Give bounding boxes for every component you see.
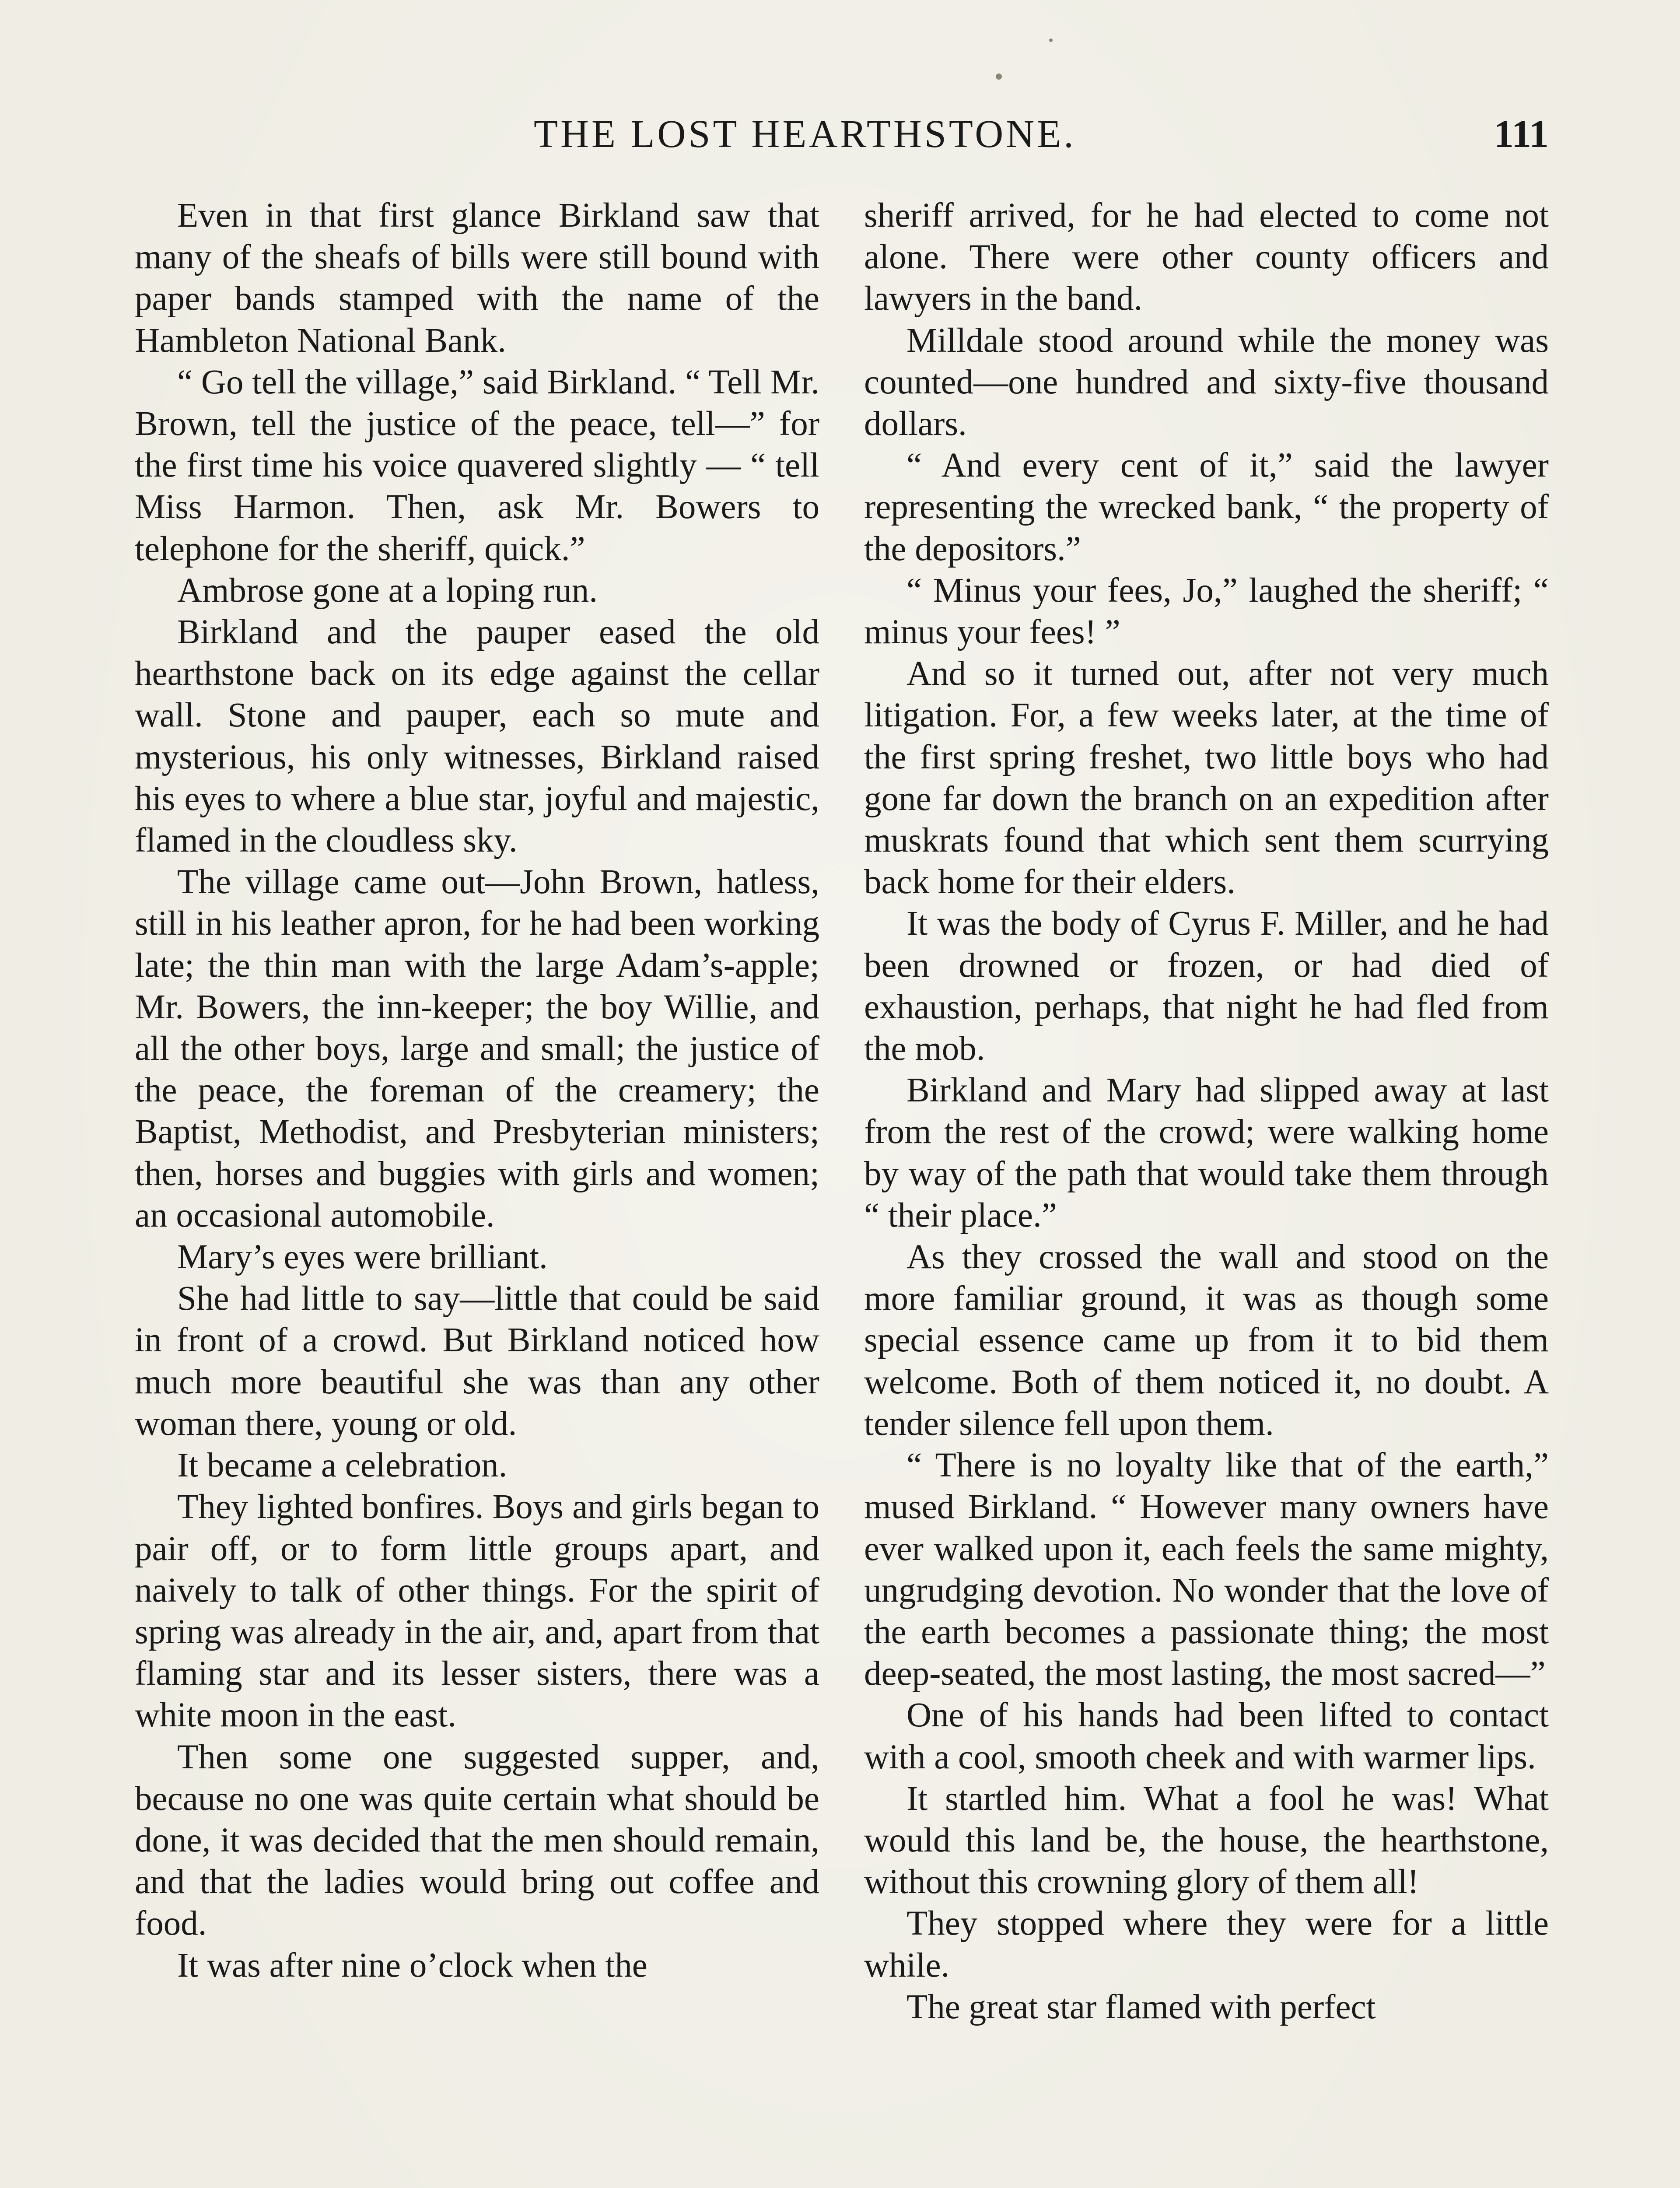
- paragraph: The great star flamed with perfect: [906, 1988, 1376, 2026]
- page-number: 111: [1494, 112, 1549, 156]
- paragraph: And so it turned out, after not very much litigation. For, a few weeks later, at the time of the first spring freshet, two little boys who had gone far down the branch on an expedition after muskrats found that which sent them scurrying back home for their elders.: [864, 655, 1549, 901]
- paragraph: Ambrose gone at a loping run.: [177, 571, 598, 610]
- paragraph: She had little to say—little that could be said in front of a crowd. But Birkland noticed how much more beautiful she was than any other woman there, young or old.: [135, 1280, 819, 1443]
- paragraph: Then some one suggested supper, and, because no one was quite certain what should be done, it was decided that the men should remain, and that the ladies would bring out coffee and food.: [135, 1738, 819, 1943]
- paragraph: “ There is no loyalty like that of the earth,” mused Birkland. “ However many owners have ever walked upon it, each feels the same mighty, ungrudging devotion. No wonder that the love of the earth becomes a passionate thing; the most deep-seated, the most lasting, the most sacred—”: [864, 1446, 1549, 1693]
- paragraph: As they crossed the wall and stood on the more familiar ground, it was as though some special essence came up from it to bid them welcome. Both of them noticed it, no doubt. A tender silence fell upon them.: [864, 1238, 1549, 1443]
- paragraph: They lighted bonfires. Boys and girls began to pair off, or to form little groups apart, and naively to talk of other things. For the spirit of spring was already in the air, and, apart from that flaming star and its lesser sisters, there was a white moon in the east.: [135, 1488, 819, 1735]
- paragraph: “ And every cent of it,” said the lawyer representing the wrecked bank, “ the property of the depositors.”: [864, 446, 1549, 568]
- right-column: [864, 195, 1549, 2028]
- paragraph: Milldale stood around while the money was counted—one hundred and sixty-five thousand dollars.: [864, 321, 1549, 443]
- paragraph: “ Go tell the village,” said Birkland. “ Tell Mr. Brown, tell the justice of the peace, tell—” for the first time his voice quavered slightly — “ tell Miss Harmon. Then, ask Mr. Bowers to telephone for the sheriff, quick.”: [135, 363, 819, 568]
- paper-speck: [996, 74, 1002, 80]
- paragraph: Birkland and the pauper eased the old hearthstone back on its edge against the cellar wall. Stone and pauper, each so mute and mysterious, his only witnesses, Birkland raised his eyes to where a blue star, joyful and majestic, flamed in the cloudless sky.: [135, 613, 819, 860]
- paragraph: It was after nine o’clock when the: [177, 1946, 648, 1985]
- paper-speck: [1049, 39, 1053, 42]
- paragraph: Mary’s eyes were brilliant.: [177, 1238, 548, 1276]
- paragraph: Even in that first glance Birkland saw that many of the sheafs of bills were still bound with paper bands stamped with the name of the Hambleton National Bank.: [135, 196, 819, 360]
- paragraph: It became a celebration.: [177, 1446, 508, 1485]
- paragraph-continued: sheriff arrived, for he had elected to come not alone. There were other county officers and lawyers in the band.: [864, 196, 1549, 318]
- paragraph: The village came out—John Brown, hatless, still in his leather apron, for he had been working late; the thin man with the large Adam’s-apple; Mr. Bowers, the inn-keeper; the boy Willie, and all the other boys, large and small; the justice of the peace, the foreman of the creamery; the Baptist, Methodist, and Presbyterian ministers; then, horses and buggies with girls and women; an occasional automobile.: [135, 863, 819, 1234]
- left-column: [135, 195, 819, 1986]
- paragraph: “ Minus your fees, Jo,” laughed the sheriff; “ minus your fees! ”: [864, 571, 1549, 652]
- running-head: [131, 112, 1549, 160]
- paragraph: One of his hands had been lifted to contact with a cool, smooth cheek and with warmer lips.: [864, 1696, 1549, 1776]
- paragraph: Birkland and Mary had slipped away at last from the rest of the crowd; were walking home by way of the path that would take them through “ their place.”: [864, 1071, 1549, 1234]
- paragraph: They stopped where they were for a little while.: [864, 1904, 1549, 1985]
- running-title: THE LOST HEARTHSTONE.: [534, 112, 1076, 156]
- paragraph: It startled him. What a fool he was! What would this land be, the house, the hearthstone, without this crowning glory of them all!: [864, 1779, 1549, 1901]
- paragraph: It was the body of Cyrus F. Miller, and he had been drowned or frozen, or had died of exhaustion, perhaps, that night he had fled from the mob.: [864, 905, 1549, 1068]
